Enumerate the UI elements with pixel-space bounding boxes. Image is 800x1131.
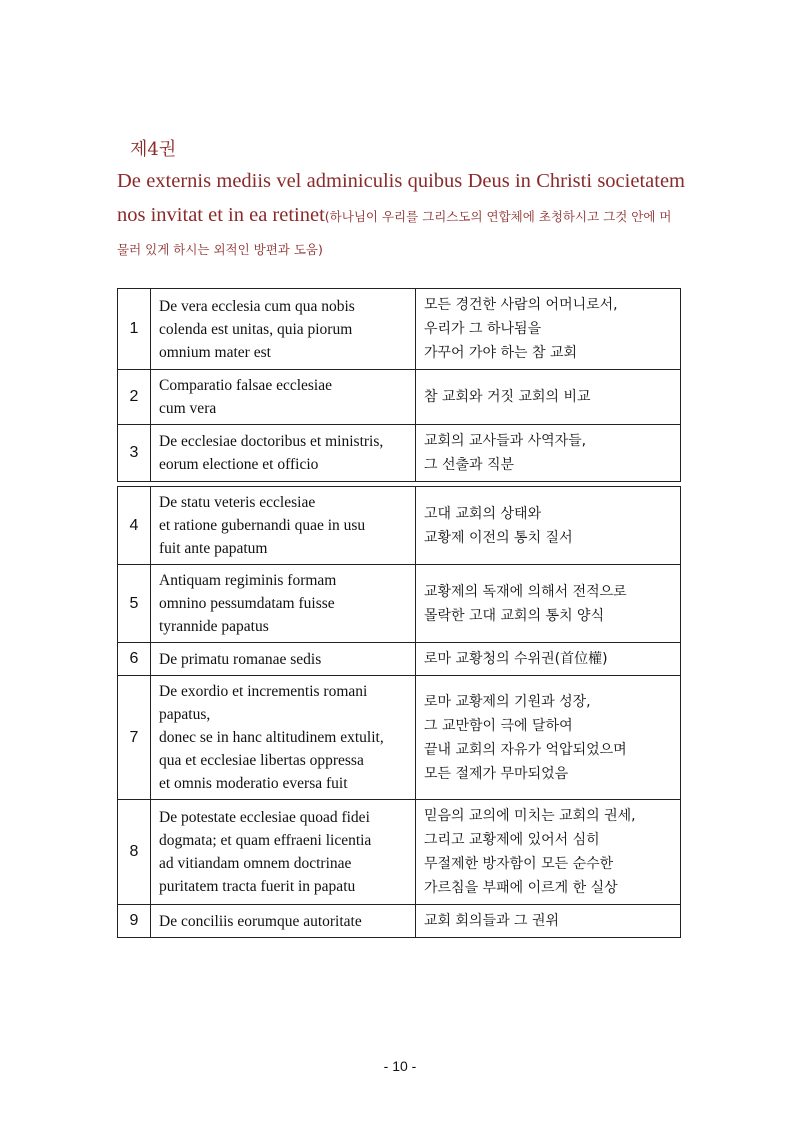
title-latin-line2: nos invitat et in ea retinet (117, 204, 325, 226)
korean-title-line: 믿음의 교의에 미치는 교회의 권세, (424, 808, 636, 824)
title-line2 (117, 198, 685, 234)
latin-title-line: De ecclesiae doctoribus et ministris, (159, 433, 384, 450)
korean-title-line: 끝내 교회의 자유가 억압되었으며 (424, 741, 627, 758)
korean-title-line: 교회 회의들과 그 권위 (424, 913, 560, 929)
latin-title-line: De exordio et incrementis romani (159, 683, 368, 700)
korean-title-line: 우리가 그 하나됨을 (424, 321, 542, 337)
page-number: - 10 - (383, 1058, 417, 1074)
korean-title-line: 교황제의 독재에 의해서 전적으로 (424, 583, 627, 600)
chapter-latin-title (151, 905, 416, 938)
title-korean-line2: (하나님이 우리를 그리스도의 연합체에 초청하시고 그것 안에 머 (324, 209, 672, 224)
chapter-row (118, 370, 681, 425)
chapter-korean-title (416, 800, 681, 905)
chapter-latin-title (151, 565, 416, 643)
latin-title-line: qua et ecclesiae libertas oppressa (159, 752, 364, 769)
latin-title-line: eorum electione et officio (159, 456, 319, 473)
book-title (117, 164, 685, 264)
chapter-number: 7 (118, 676, 151, 800)
korean-title-line: 로마 교황청의 수위권(首位權) (424, 651, 608, 667)
chapter-number: 6 (118, 643, 151, 676)
chapter-row (118, 800, 681, 905)
chapter-latin-title (151, 425, 416, 482)
korean-title-line: 그 교만함이 극에 달하여 (424, 717, 573, 734)
latin-title-line: puritatem tracta fuerit in papatu (159, 878, 356, 895)
latin-title-line: et ratione gubernandi quae in usu (159, 517, 366, 534)
chapter-row (118, 905, 681, 938)
latin-title-line: dogmata; et quam effraeni licentia (159, 832, 372, 849)
korean-title-line: 참 교회와 거짓 교회의 비교 (424, 389, 591, 405)
korean-title-line: 몰락한 고대 교회의 통치 양식 (424, 607, 605, 624)
korean-title-line: 가꾸어 가야 하는 참 교회 (424, 345, 578, 361)
latin-title-line: De vera ecclesia cum qua nobis (159, 297, 355, 315)
latin-title-line: omnino pessumdatam fuisse (159, 595, 335, 612)
latin-title-line: fuit ante papatum (159, 540, 268, 557)
korean-title-line: 로마 교황제의 기원과 성장, (424, 693, 591, 710)
chapter-latin-title (151, 643, 416, 676)
korean-title-line: 무절제한 방자함이 모든 순수한 (424, 856, 614, 872)
latin-title-line: De primatu romanae sedis (159, 650, 322, 668)
chapter-korean-title (416, 289, 681, 370)
korean-title-line: 모든 경건한 사람의 어머니로서, (424, 297, 618, 313)
korean-title-line: 교황제 이전의 통치 질서 (424, 529, 573, 546)
chapter-korean-title (416, 565, 681, 643)
chapter-korean-title (416, 905, 681, 938)
chapter-korean-title (416, 676, 681, 800)
latin-title-line: Antiquam regiminis formam (159, 572, 337, 589)
latin-title-line: cum vera (159, 400, 217, 417)
latin-title-line: et omnis moderatio eversa fuit (159, 775, 348, 792)
latin-title-line: tyrannide papatus (159, 618, 269, 635)
korean-title-line: 가르침을 부패에 이르게 한 실상 (424, 880, 618, 896)
chapter-number: 2 (118, 370, 151, 425)
chapter-korean-title (416, 487, 681, 565)
title-latin-line1: De externis mediis vel adminiculis quibus Deus in Christi societatem (117, 170, 685, 192)
chapter-number: 4 (118, 487, 151, 565)
korean-title-line: 그 선출과 직분 (424, 457, 515, 473)
chapter-latin-title (151, 370, 416, 425)
chapter-number: 1 (118, 289, 151, 370)
chapter-row (118, 565, 681, 643)
korean-title-line: 그리고 교황제에 있어서 심히 (424, 832, 600, 848)
korean-title-line: 교회의 교사들과 사역자들, (424, 433, 587, 449)
korean-title-line: 고대 교회의 상태와 (424, 505, 542, 522)
chapter-korean-title (416, 370, 681, 425)
chapter-latin-title (151, 289, 416, 370)
latin-title-line: donec se in hanc altitudinem extulit, (159, 729, 384, 746)
chapter-number: 3 (118, 425, 151, 482)
chapter-table-1 (117, 288, 681, 482)
chapter-korean-title (416, 643, 681, 676)
latin-title-line: Comparatio falsae ecclesiae (159, 377, 332, 394)
chapter-heading: 제4권 (130, 139, 177, 160)
chapter-row (118, 289, 681, 370)
korean-title-line: 모든 절제가 무마되었음 (424, 765, 569, 782)
latin-title-line: De potestate ecclesiae quoad fidei (159, 809, 370, 826)
latin-title-line: ad vitiandam omnem doctrinae (159, 855, 352, 872)
chapter-row (118, 487, 681, 565)
chapter-latin-title (151, 676, 416, 800)
latin-title-line: colenda est unitas, quia piorum (159, 320, 353, 338)
latin-title-line: papatus, (159, 706, 211, 723)
latin-title-line: De statu veteris ecclesiae (159, 494, 316, 511)
title-korean-line3: 물러 있게 하시는 외적인 방편과 도움) (117, 242, 323, 257)
chapter-number: 5 (118, 565, 151, 643)
chapter-row (118, 425, 681, 482)
chapter-korean-title (416, 425, 681, 482)
chapter-table-2 (117, 486, 681, 938)
chapter-latin-title (151, 800, 416, 905)
chapter-number: 8 (118, 800, 151, 905)
chapter-latin-title (151, 487, 416, 565)
latin-title-line: De conciliis eorumque autoritate (159, 912, 362, 930)
chapter-number: 9 (118, 905, 151, 938)
latin-title-line: omnium mater est (159, 343, 271, 361)
chapter-row (118, 643, 681, 676)
chapter-row (118, 676, 681, 800)
